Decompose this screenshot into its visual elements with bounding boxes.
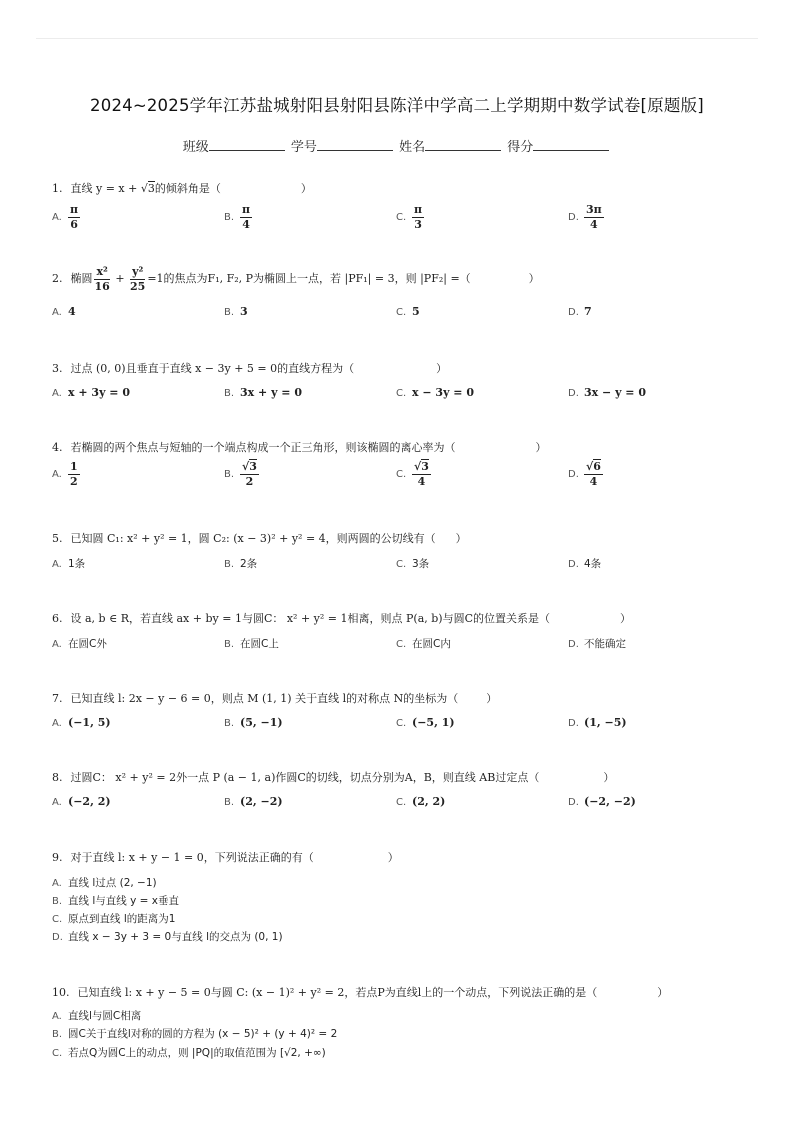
option-c: C. $\frac{√3}{4}$ <box>396 460 429 488</box>
option-a: A. $\frac{1}{2}$ <box>52 460 78 488</box>
score-blank <box>533 138 609 151</box>
option-c: C. (−5, 1) <box>396 716 455 729</box>
question-stem: 4. 若椭圆的两个焦点与短轴的一个端点构成一个正三角形，则该椭圆的离心率为（ ） <box>52 441 547 454</box>
option-d: D. 不能确定 <box>568 638 626 650</box>
page-title: 2024~2025学年江苏盐城射阳县射阳县陈洋中学高二上学期期中数学试卷[原题版] <box>90 96 704 115</box>
name-blank <box>425 138 501 151</box>
top-divider <box>36 38 758 39</box>
question-stem: 10. 已知直线 l: x + y − 5 = 0与圆 C: (x − 1)² + y² = 2，若点P为直线l上的一个动点，下列说法正确的是（ ） <box>52 986 669 999</box>
score-label: 得分 <box>507 140 534 155</box>
option-b: B. $\frac{√3}{2}$ <box>224 460 257 488</box>
question-stem: 1. 直线 y = x + √3的倾斜角是（ ） <box>52 182 312 195</box>
option-c: C. 在圆C内 <box>396 638 451 650</box>
option-b: B. (5, −1) <box>224 716 283 729</box>
option-b: B. 圆C关于直线l对称的圆的方程为 (x − 5)² + (y + 4)² = 2 <box>52 1028 338 1040</box>
option-a: A. x + 3y = 0 <box>52 386 131 399</box>
option-d: D. $\frac{√6}{4}$ <box>568 460 601 488</box>
student-info-line <box>0 136 794 155</box>
option-b: B. 3 <box>224 305 248 318</box>
question-stem: 9. 对于直线 l: x + y − 1 = 0，下列说法正确的有（ ） <box>52 851 399 864</box>
option-a: A. 直线l与圆C相离 <box>52 1010 142 1022</box>
question-stem: 8. 过圆C： x² + y² = 2外一点 P (a − 1, a)作圆C的切线，切点分别为A，B，则直线 AB过定点（ ） <box>52 771 615 784</box>
option-b: B. 3x + y = 0 <box>224 386 303 399</box>
option-c: C. 5 <box>396 305 420 318</box>
option-d: D. 4条 <box>568 558 602 570</box>
option-b: B. (2, −2) <box>224 795 283 808</box>
option-c: C. x − 3y = 0 <box>396 386 475 399</box>
question-stem: 5. 已知圆 C₁: x² + y² = 1，圆 C₂: (x − 3)² + y² = 4，则两圆的公切线有（ ） <box>52 532 467 545</box>
option-a: A. (−1, 5) <box>52 716 111 729</box>
option-c: C. 原点到直线 l的距离为1 <box>52 913 176 925</box>
option-a: A. 1条 <box>52 558 86 570</box>
option-d: D. 直线 x − 3y + 3 = 0与直线 l的交点为 (0, 1) <box>52 931 283 943</box>
option-d: D. 3x − y = 0 <box>568 386 647 399</box>
option-a: A. 直线 l过点 (2, −1) <box>52 877 157 889</box>
option-a: A. 4 <box>52 305 76 318</box>
class-label: 班级 <box>182 140 209 155</box>
name-label: 姓名 <box>399 140 426 155</box>
option-b: B. 直线 l与直线 y = x垂直 <box>52 895 179 907</box>
question-stem: 2. 椭圆 $\frac{\text{x²}}{16}$ + $\frac{\text{y²}}{25}$ =1的焦点为F₁, F₂, P为椭圆上一点，若 |PF₁| = 3，则 |PF₂| =（ ） <box>52 265 540 293</box>
option-d: D. (−2, −2) <box>568 795 636 808</box>
option-d: D. $\frac{3\pi}{4}$ <box>568 203 602 231</box>
option-c: C. 3条 <box>396 558 430 570</box>
option-c: C. 若点Q为圆C上的动点，则 |PQ|的取值范围为 [√2, +∞) <box>52 1047 326 1059</box>
question-stem: 6. 设 a, b ∈ R，若直线 ax + by = 1与圆C： x² + y² = 1相离，则点 P(a, b)与圆C的位置关系是（ ） <box>52 612 631 625</box>
option-b: B. $\frac{\pi}{4}$ <box>224 203 251 231</box>
option-c: C. (2, 2) <box>396 795 446 808</box>
option-a: A. $\frac{\pi}{6}$ <box>52 203 79 231</box>
option-a: A. 在圆C外 <box>52 638 107 650</box>
option-d: D. 7 <box>568 305 592 318</box>
option-b: B. 在圆C上 <box>224 638 279 650</box>
option-c: C. $\frac{\pi}{3}$ <box>396 203 423 231</box>
option-a: A. (−2, 2) <box>52 795 111 808</box>
option-b: B. 2条 <box>224 558 258 570</box>
student-id-blank <box>317 138 393 151</box>
question-stem: 3. 过点 (0, 0)且垂直于直线 x − 3y + 5 = 0的直线方程为（ ） <box>52 362 448 375</box>
option-d: D. (1, −5) <box>568 716 627 729</box>
class-blank <box>209 138 285 151</box>
student-id-label: 学号 <box>290 140 317 155</box>
question-stem: 7. 已知直线 l: 2x − y − 6 = 0，则点 M (1, 1) 关于直线 l的对称点 N的坐标为（ ） <box>52 692 498 705</box>
